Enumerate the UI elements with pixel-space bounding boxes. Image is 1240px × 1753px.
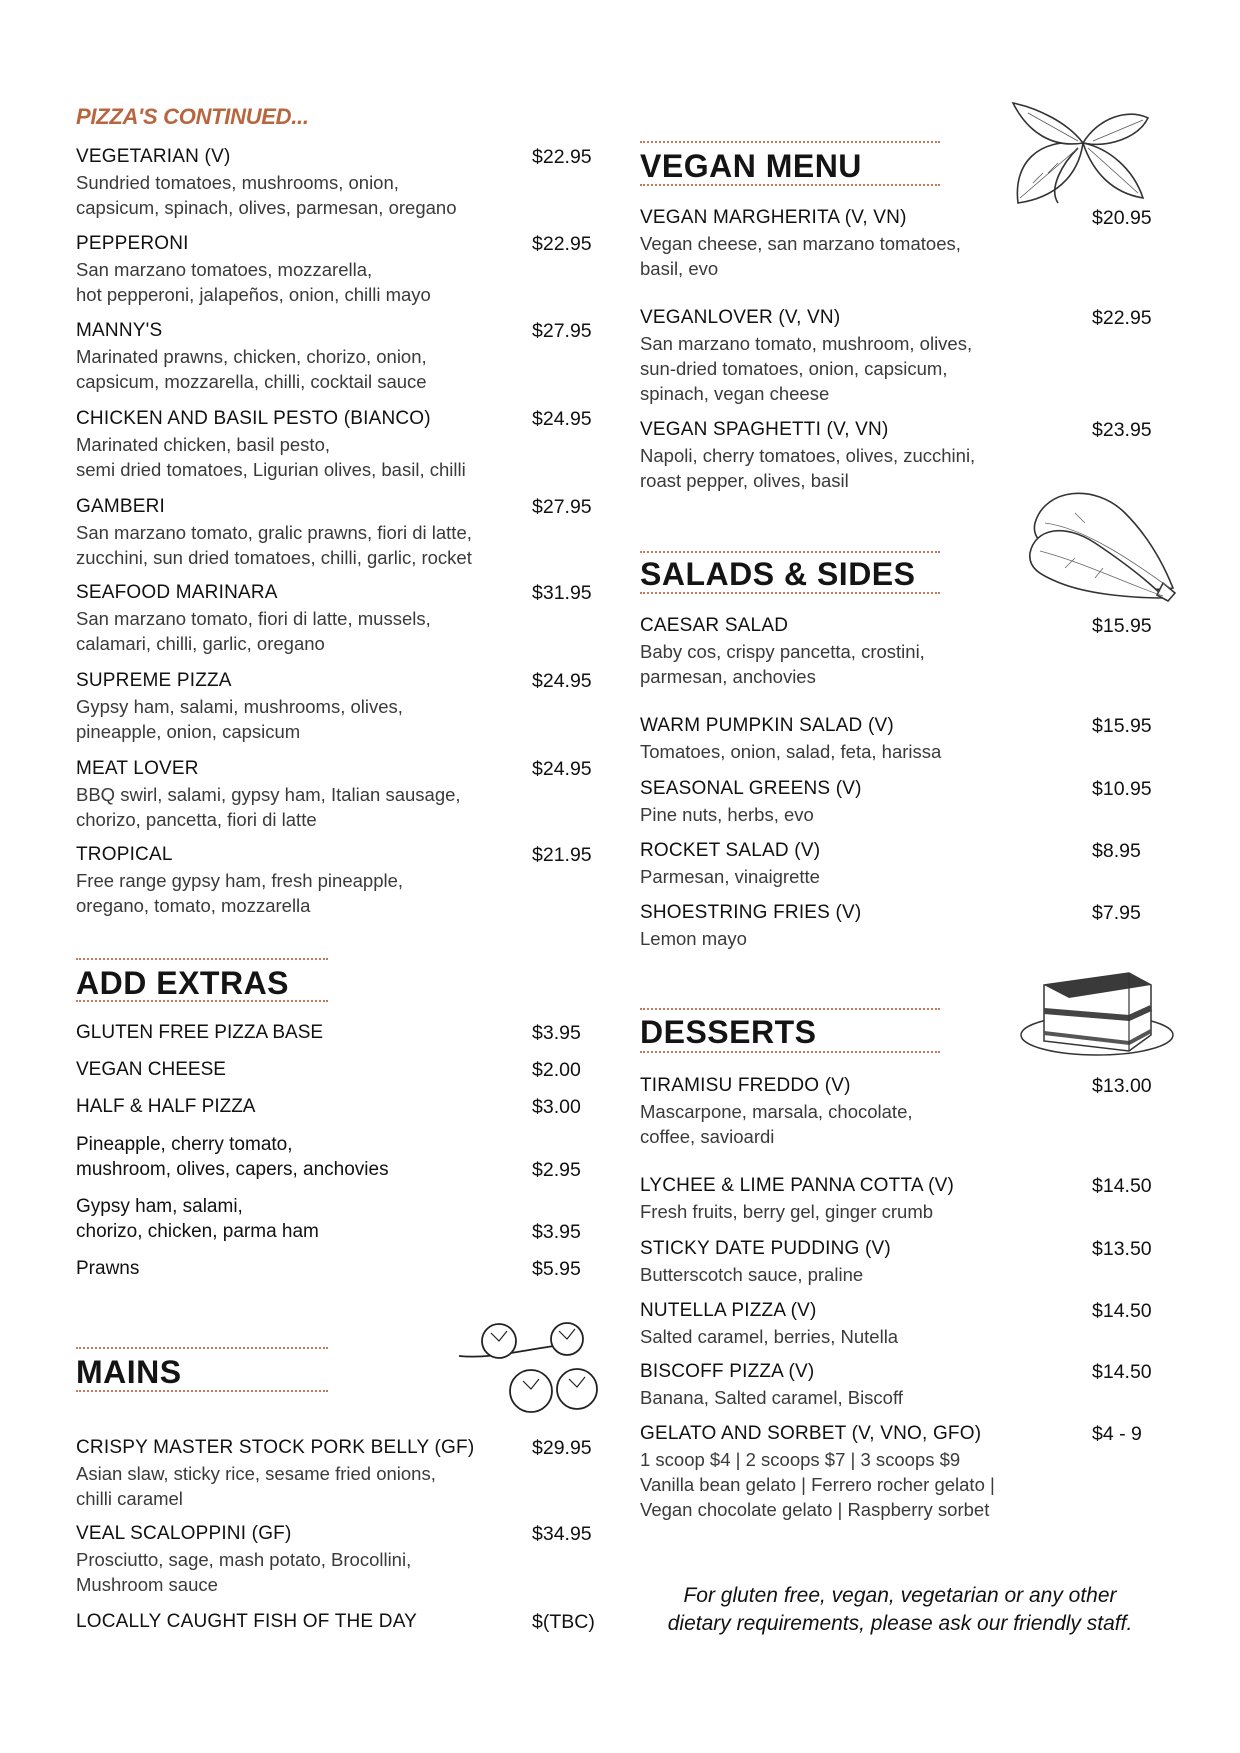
item-name: LOCALLY CAUGHT FISH OF THE DAY [76,1611,418,1632]
item-description: pineapple, onion, capsicum [76,721,301,742]
salads-menu-item [640,776,862,827]
mains-menu-item [76,1435,474,1511]
item-price: $8.95 [1092,840,1141,862]
item-name: TIRAMISU FREDDO (V) [640,1075,851,1096]
basil-leaves-icon [1008,103,1154,205]
item-name: STICKY DATE PUDDING (V) [640,1238,891,1259]
item-description: chilli caramel [76,1488,183,1509]
extra-price: $3.95 [532,1221,581,1243]
item-description: Fresh fruits, berry gel, ginger crumb [640,1201,934,1222]
item-name: CAESAR SALAD [640,615,789,636]
pizzas-menu-item [76,842,403,918]
item-description: calamari, chilli, garlic, oregano [76,633,325,654]
pizzas-menu-item [76,406,466,482]
extra-name: VEGAN CHEESE [76,1059,226,1080]
divider-dotted [640,141,940,143]
dietary-notice-line: For gluten free, vegan, vegetarian or any other [683,1584,1117,1607]
item-price: $14.50 [1092,1300,1152,1322]
pizzas-menu-item [76,668,403,744]
item-name: PEPPERONI [76,233,189,254]
item-name: VEGAN SPAGHETTI (V, VN) [640,419,889,440]
item-price: $13.00 [1092,1075,1152,1097]
item-price: $34.95 [532,1523,592,1545]
item-description: Vegan cheese, san marzano tomatoes, [640,233,961,254]
item-description: capsicum, mozzarella, chilli, cocktail sauce [76,371,427,392]
pizzas-menu-item [76,756,461,832]
item-description: sun-dried tomatoes, onion, capsicum, [640,358,948,379]
extras-item [76,1020,323,1045]
divider-dotted [640,184,940,186]
item-description: Prosciutto, sage, mash potato, Brocollini, [76,1549,412,1570]
extra-name: Pineapple, cherry tomato, [76,1134,293,1155]
item-description: Salted caramel, berries, Nutella [640,1326,899,1347]
extras-item [76,1132,389,1182]
item-price: $13.50 [1092,1238,1152,1260]
desserts-menu-item [640,1073,913,1149]
item-name: TROPICAL [76,844,173,865]
item-price: $27.95 [532,320,592,342]
lettuce-leaf-icon [1025,483,1177,601]
salads-menu-item [640,713,941,764]
item-description: BBQ swirl, salami, gypsy ham, Italian sausage, [76,784,461,805]
item-price: $22.95 [532,146,592,168]
item-description: Parmesan, vinaigrette [640,866,820,887]
item-description: Sundried tomatoes, mushrooms, onion, [76,172,399,193]
item-price: $21.95 [532,844,592,866]
item-description: Pine nuts, herbs, evo [640,804,814,825]
item-name: CHICKEN AND BASIL PESTO (BIANCO) [76,408,431,429]
salads-menu-item [640,613,925,689]
pizzas-menu-item [76,580,431,656]
item-name: LYCHEE & LIME PANNA COTTA (V) [640,1175,955,1196]
extras-item [76,1057,226,1082]
item-description: Mushroom sauce [76,1574,218,1595]
vegan-menu-heading: VEGAN MENU [640,148,862,184]
desserts-heading: DESSERTS [640,1014,817,1050]
item-description: Gypsy ham, salami, mushrooms, olives, [76,696,403,717]
item-description: parmesan, anchovies [640,666,816,687]
item-description: Mascarpone, marsala, chocolate, [640,1101,913,1122]
item-name: VEGAN MARGHERITA (V, VN) [640,207,907,228]
item-description: Baby cos, crispy pancetta, crostini, [640,641,925,662]
item-description: San marzano tomato, gralic prawns, fiori di latte, [76,522,472,543]
item-description: San marzano tomatoes, mozzarella, [76,259,373,280]
vegan-menu-item [640,417,975,493]
item-description: San marzano tomato, fiori di latte, mussels, [76,608,431,629]
salads-menu-item [640,838,820,889]
divider-dotted [640,1051,940,1053]
extra-price: $2.95 [532,1159,581,1181]
extra-name: GLUTEN FREE PIZZA BASE [76,1022,324,1043]
item-price: $22.95 [1092,307,1152,329]
desserts-menu-item [640,1359,903,1410]
item-description: Marinated chicken, basil pesto, [76,434,330,455]
desserts-menu-item [640,1421,995,1522]
item-description: spinach, vegan cheese [640,383,830,404]
item-price: $4 - 9 [1092,1423,1142,1445]
cherry-tomatoes-icon [459,1321,601,1413]
vegan-menu-item [640,305,972,406]
item-name: WARM PUMPKIN SALAD (V) [640,715,894,736]
item-price: $15.95 [1092,615,1152,637]
item-price: $14.50 [1092,1175,1152,1197]
item-name: ROCKET SALAD (V) [640,840,821,861]
item-description: Napoli, cherry tomatoes, olives, zucchini, [640,445,976,466]
item-description: basil, evo [640,258,719,279]
item-description: zucchini, sun dried tomatoes, chilli, garlic, rocket [76,547,472,568]
salads-sides-heading: SALADS & SIDES [640,556,916,592]
extras-item [76,1194,319,1244]
divider-dotted [76,958,328,960]
item-name: MANNY'S [76,320,163,341]
extra-price: $5.95 [532,1258,581,1280]
item-name: VEAL SCALOPPINI (GF) [76,1523,292,1544]
divider-dotted [76,1390,328,1392]
extra-name: mushroom, olives, capers, anchovies [76,1159,389,1180]
tiramisu-cake-icon [1019,963,1176,1059]
item-name: SEASONAL GREENS (V) [640,778,862,799]
dietary-notice [630,1582,1170,1638]
pizzas-menu-item [76,494,472,570]
item-description: Butterscotch sauce, praline [640,1264,864,1285]
extras-item [76,1256,139,1281]
item-name: VEGANLOVER (V, VN) [640,307,841,328]
item-price: $10.95 [1092,778,1152,800]
item-price: $20.95 [1092,207,1152,229]
extra-price: $3.00 [532,1096,581,1118]
divider-dotted [76,1000,328,1002]
item-price: $23.95 [1092,419,1152,441]
item-price: $27.95 [532,496,592,518]
desserts-menu-item [640,1173,954,1224]
item-description: San marzano tomato, mushroom, olives, [640,333,973,354]
item-price: $24.95 [532,408,592,430]
item-name: NUTELLA PIZZA (V) [640,1300,817,1321]
mains-heading: MAINS [76,1354,182,1390]
item-description: Vegan chocolate gelato | Raspberry sorbet [640,1499,990,1520]
extra-price: $2.00 [532,1059,581,1081]
pizzas-menu-item [76,144,456,220]
item-description: Tomatoes, onion, salad, feta, harissa [640,741,942,762]
item-description: hot pepperoni, jalapeños, onion, chilli mayo [76,284,431,305]
divider-dotted [640,551,940,553]
item-name: SHOESTRING FRIES (V) [640,902,862,923]
item-description: 1 scoop $4 | 2 scoops $7 | 3 scoops $9 [640,1449,961,1470]
extra-name: Gypsy ham, salami, [76,1196,243,1217]
item-price: $24.95 [532,670,592,692]
item-description: Marinated prawns, chicken, chorizo, onion, [76,346,427,367]
item-price: $22.95 [532,233,592,255]
item-description: oregano, tomato, mozzarella [76,895,311,916]
pizzas-continued-title: PIZZA'S CONTINUED... [76,104,309,129]
extra-price: $3.95 [532,1022,581,1044]
item-description: roast pepper, olives, basil [640,470,849,491]
desserts-menu-item [640,1236,891,1287]
salads-menu-item [640,900,861,951]
pizzas-menu-item [76,318,427,394]
item-description: Asian slaw, sticky rice, sesame fried onions, [76,1463,436,1484]
item-price: $7.95 [1092,902,1141,924]
item-name: VEGETARIAN (V) [76,146,231,167]
item-name: SEAFOOD MARINARA [76,582,278,603]
item-description: Free range gypsy ham, fresh pineapple, [76,870,404,891]
mains-menu-item [76,1609,417,1635]
pizzas-menu-item [76,231,431,307]
extras-item [76,1094,255,1119]
item-name: CRISPY MASTER STOCK PORK BELLY (GF) [76,1437,475,1458]
item-name: BISCOFF PIZZA (V) [640,1361,815,1382]
item-price: $24.95 [532,758,592,780]
item-name: GELATO AND SORBET (V, VNO, GFO) [640,1423,982,1444]
item-description: chorizo, pancetta, fiori di latte [76,809,317,830]
item-price: $31.95 [532,582,592,604]
item-name: MEAT LOVER [76,758,199,779]
item-name: SUPREME PIZZA [76,670,232,691]
divider-dotted [640,592,940,594]
item-description: Banana, Salted caramel, Biscoff [640,1387,903,1408]
item-description: capsicum, spinach, olives, parmesan, oregano [76,197,457,218]
item-price: $29.95 [532,1437,592,1459]
item-price: $14.50 [1092,1361,1152,1383]
extra-name: HALF & HALF PIZZA [76,1096,256,1117]
divider-dotted [640,1008,940,1010]
item-description: coffee, savioardi [640,1126,775,1147]
item-price: $(TBC) [532,1611,595,1633]
vegan-menu-item [640,205,961,281]
add-extras-heading: ADD EXTRAS [76,965,290,1001]
item-description: Lemon mayo [640,928,747,949]
mains-menu-item [76,1521,411,1597]
item-description: Vanilla bean gelato | Ferrero rocher gelato | [640,1474,995,1495]
desserts-menu-item [640,1298,898,1349]
item-price: $15.95 [1092,715,1152,737]
dietary-notice-line: dietary requirements, please ask our friendly staff. [667,1612,1133,1635]
item-description: semi dried tomatoes, Ligurian olives, basil, chilli [76,459,466,480]
divider-dotted [76,1347,328,1349]
item-name: GAMBERI [76,496,166,517]
extra-name: chorizo, chicken, parma ham [76,1221,319,1242]
extra-name: Prawns [76,1258,140,1279]
